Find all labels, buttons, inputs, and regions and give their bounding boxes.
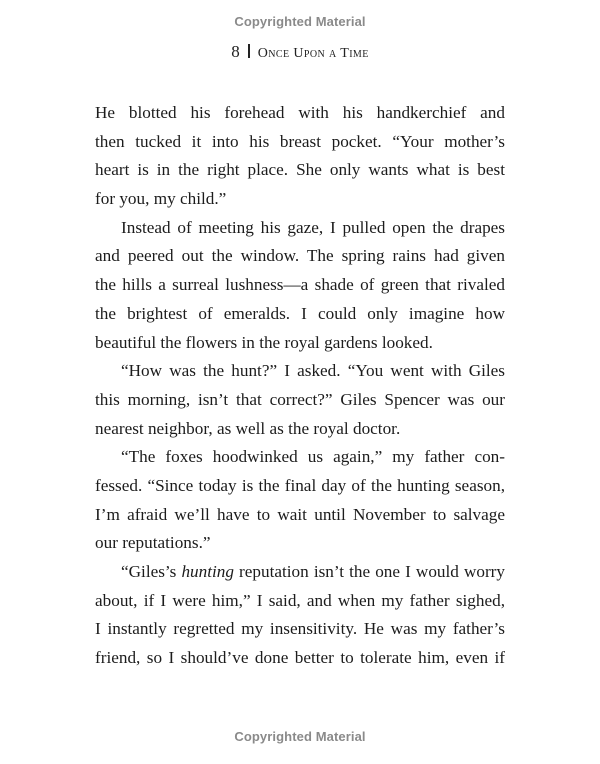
text-line: He blotted his forehead with his handkerchief and [95, 103, 505, 122]
text-line: fessed. “Since today is the final day of the hunting season, [95, 475, 505, 495]
text-line: for you, my child.” [95, 189, 227, 209]
running-head [0, 42, 600, 62]
text-line: about, if I were him,” I said, and when my father sighed, [95, 590, 505, 610]
text-line: “How was the hunt?” I asked. “You went with Giles [121, 361, 505, 381]
copyright-watermark-bottom: Copyrighted Material [234, 729, 366, 744]
text-segment: “Giles’s [121, 562, 182, 581]
text-line: our reputations.” [95, 533, 211, 553]
text-line: “The foxes hoodwinked us again,” my father con- [121, 447, 505, 467]
text-line: Instead of meeting his gaze, I pulled open the drapes [121, 217, 505, 237]
emphasized-word: hunting [181, 562, 234, 581]
text-line: nearest neighbor, as well as the royal doctor. [95, 418, 401, 438]
text-line-with-emphasis [95, 558, 505, 587]
text-line: I instantly regretted my insensitivity. He was my father’s [95, 619, 505, 639]
text-line: heart is in the right place. She only wants what is best [95, 160, 505, 180]
text-line: then tucked it into his breast pocket. “Your mother’s [95, 131, 505, 151]
text-line: friend, so I should’ve done better to tolerate him, even if [95, 648, 505, 668]
text-line: I’m afraid we’ll have to wait until November to salvage [95, 504, 505, 524]
body-text [95, 99, 505, 673]
text-line: the brightest of emeralds. I could only imagine how [95, 303, 505, 323]
copyright-watermark-top: Copyrighted Material [234, 14, 366, 29]
header-separator [248, 44, 250, 58]
page-number: 8 [231, 42, 240, 61]
text-line: beautiful the flowers in the royal gardens looked. [95, 332, 433, 352]
text-line: and peered out the window. The spring rains had given [95, 246, 505, 266]
text-line: the hills a surreal lushness—a shade of green that rivaled [95, 275, 505, 295]
text-segment: reputation isn’t the one I would worry [233, 562, 505, 581]
text-line: this morning, isn’t that correct?” Giles Spencer was our [95, 389, 505, 409]
book-title: Once Upon a Time [257, 46, 369, 61]
